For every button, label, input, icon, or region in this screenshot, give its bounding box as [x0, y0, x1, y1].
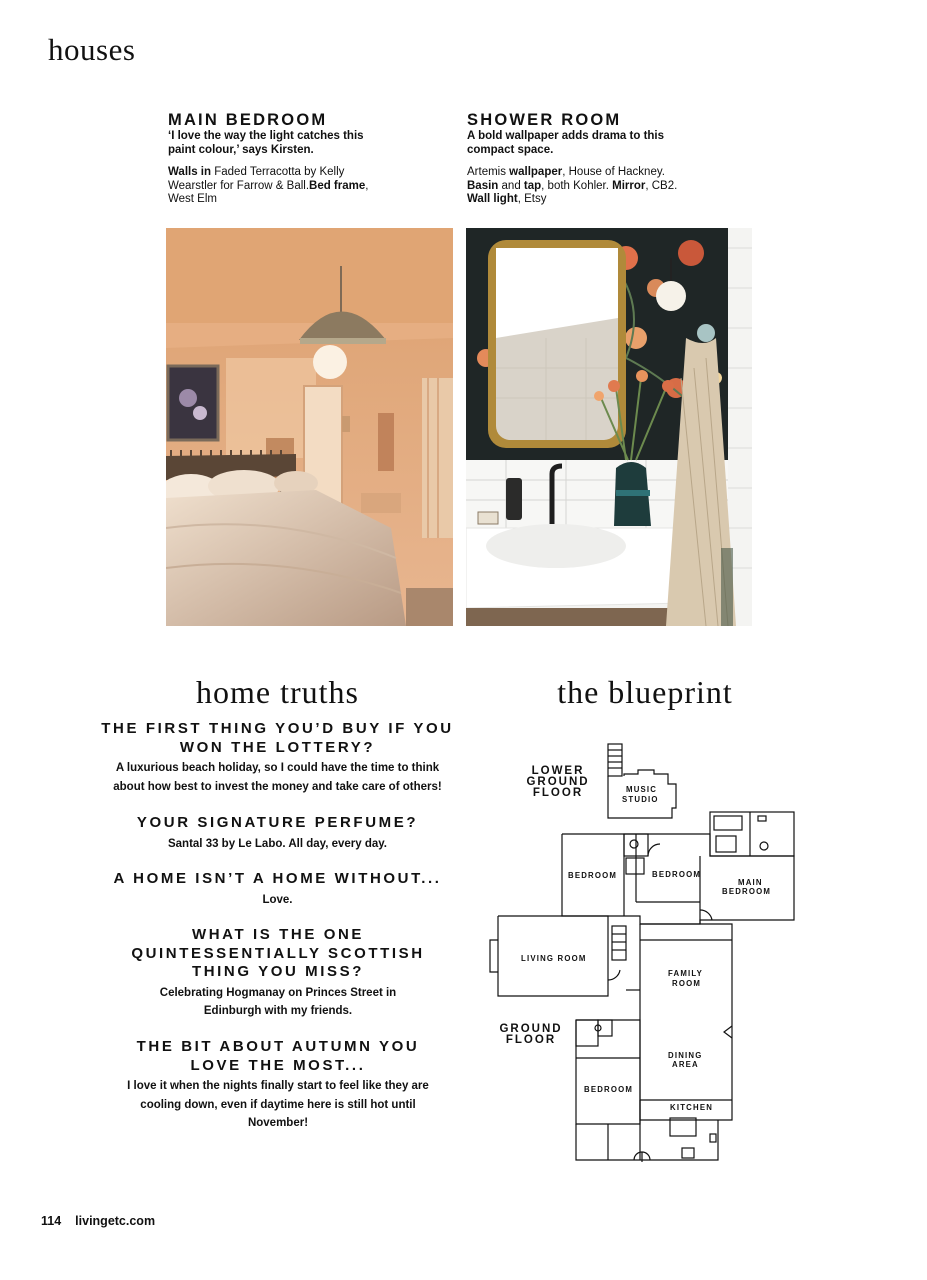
qa-question: A HOME ISN’T A HOME WITHOUT... — [113, 870, 442, 887]
shower-room-caption — [467, 110, 727, 207]
section-tag: houses — [48, 32, 136, 67]
main-bedroom-credits: Walls in Faded Terracotta by Kelly Wearstler for Farrow & Ball.Bed frame, West Elm — [168, 166, 369, 205]
room-bedroom-3: BEDROOM — [584, 1085, 634, 1094]
qa-answer: A luxurious beach holiday, so I could have the time to think about how best to invest the money and take care of others! — [113, 762, 442, 793]
qa-question: YOUR SIGNATURE PERFUME? — [136, 814, 419, 831]
credit-emphasis: Bed frame — [309, 179, 366, 192]
main-bedroom-subtitle: ‘I love the way the light catches this paint colour,’ says Kirsten. — [168, 130, 364, 156]
ground-floor-label: GROUND FLOOR — [499, 1023, 563, 1046]
main-bedroom-caption — [168, 110, 428, 207]
qa-answer: Celebrating Hogmanay on Princes Street in Edinburgh with my friends. — [159, 986, 397, 1017]
qa-question: WHAT IS THE ONE QUINTESSENTIALLY SCOTTISH THING YOU MISS? — [131, 926, 425, 980]
shower-room-photo — [466, 228, 752, 626]
qa-item — [95, 870, 460, 909]
shower-room-credits: Artemis wallpaper, House of Hackney. Basin and tap, both Kohler. Mirror, CB2. Wall light, Etsy — [467, 166, 678, 205]
credit-emphasis: tap — [523, 179, 542, 192]
credit-emphasis: Basin — [467, 179, 499, 192]
floor-plan — [488, 740, 798, 1162]
qa-question: THE FIRST THING YOU’D BUY IF YOU WON THE LOTTERY? — [101, 720, 454, 756]
page-number: 114 — [41, 1214, 62, 1228]
room-family-line2: ROOM — [672, 979, 702, 988]
main-bedroom-photo — [166, 228, 453, 626]
home-truths-title: home truths — [196, 674, 359, 710]
room-music-studio-line2: STUDIO — [622, 795, 659, 804]
room-bedroom-2: BEDROOM — [652, 870, 702, 879]
qa-item — [100, 814, 455, 853]
credit-emphasis: Wall light — [467, 193, 518, 205]
shower-room-title: SHOWER ROOM — [467, 111, 622, 129]
room-main-bedroom-line2: BEDROOM — [722, 887, 772, 896]
qa-answer: Santal 33 by Le Labo. All day, every day. — [167, 837, 387, 850]
lower-ground-floor-label: LOWER GROUND FLOOR — [526, 765, 590, 799]
qa-item — [118, 926, 438, 1021]
room-main-bedroom-line1: MAIN — [738, 878, 763, 887]
room-bedroom-1: BEDROOM — [568, 871, 618, 880]
blueprint-title: the blueprint — [557, 674, 733, 710]
room-dining-line2: AREA — [672, 1060, 699, 1069]
credit-emphasis: Mirror — [612, 179, 646, 192]
qa-item — [100, 720, 455, 796]
room-kitchen: KITCHEN — [670, 1103, 714, 1112]
room-music-studio-line1: MUSIC — [626, 785, 658, 794]
page-footer — [41, 1214, 155, 1228]
qa-item — [118, 1038, 438, 1133]
room-living-room: LIVING ROOM — [521, 954, 587, 963]
main-bedroom-title: MAIN BEDROOM — [168, 111, 328, 129]
credit-emphasis: wallpaper — [509, 166, 563, 178]
shower-room-subtitle: A bold wallpaper adds drama to this compact space. — [467, 130, 665, 156]
qa-answer: Love. — [262, 893, 293, 906]
qa-answer: I love it when the nights finally start to feel like they are cooling down, even if daytime here is still hot until November! — [127, 1080, 429, 1129]
room-family-line1: FAMILY — [668, 969, 704, 978]
site-url[interactable]: livingetc.com — [75, 1214, 156, 1228]
credit-emphasis: Walls in — [168, 166, 212, 178]
room-dining-line1: DINING — [668, 1051, 703, 1060]
qa-question: THE BIT ABOUT AUTUMN YOU LOVE THE MOST... — [136, 1038, 420, 1074]
